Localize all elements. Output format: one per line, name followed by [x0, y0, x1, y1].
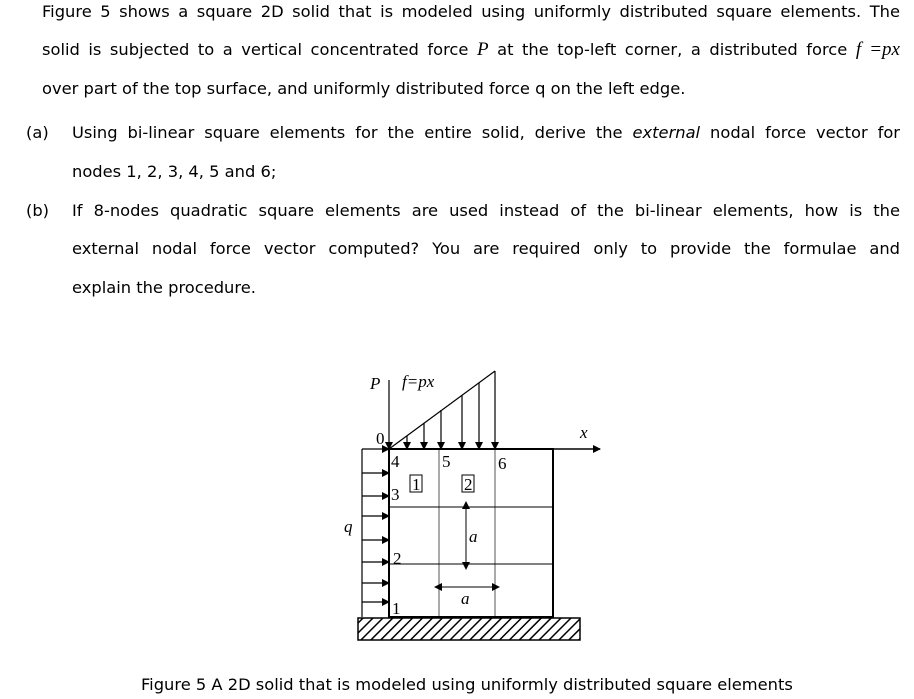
distributed-load-q	[362, 449, 389, 617]
part-b-line-3: explain the procedure.	[72, 278, 256, 297]
label-p: P	[370, 374, 381, 393]
node-2: 2	[393, 549, 402, 568]
node-1: 1	[392, 599, 401, 618]
part-b-label: (b)	[26, 201, 50, 220]
label-x: x	[580, 423, 588, 442]
text: nodal force vector for	[700, 123, 901, 142]
label-f: f=px	[402, 372, 435, 391]
label-origin: 0	[376, 429, 385, 448]
intro-line-3: over part of the top surface, and uniformly distributed force q on the left edge.	[42, 79, 686, 98]
node-6: 6	[498, 454, 507, 473]
node-5: 5	[442, 452, 451, 471]
label-q: q	[344, 517, 353, 536]
part-a-line-2: nodes 1, 2, 3, 4, 5 and 6;	[72, 162, 277, 181]
part-b-line-1: If 8-nodes quadratic square elements are used instead of the bi-linear elements, how is the	[72, 201, 900, 220]
text: at the top-left corner, a distributed force	[488, 40, 856, 59]
text: solid is subjected to a vertical concentrated force	[42, 40, 477, 59]
figure-caption: Figure 5 A 2D solid that is modeled using uniformly distributed square elements	[141, 675, 793, 694]
text: Using bi-linear square elements for the entire solid, derive the	[72, 123, 633, 142]
node-4: 4	[391, 452, 400, 471]
fixed-ground-hatch	[358, 618, 580, 640]
element-1: 1	[412, 475, 421, 494]
force-p: P	[476, 39, 489, 60]
part-a-label: (a)	[26, 123, 49, 142]
label-a-horizontal: a	[461, 589, 470, 608]
element-2: 2	[464, 475, 473, 494]
intro-line-1: Figure 5 shows a square 2D solid that is modeled using uniformly distributed square elements. The	[42, 2, 900, 21]
emphasis: external	[632, 123, 701, 142]
node-3: 3	[391, 485, 400, 504]
label-a-vertical: a	[469, 527, 478, 546]
part-b-line-2: external nodal force vector computed? You are required only to provide the formulae and	[72, 239, 900, 258]
force-f: f =px	[855, 39, 900, 60]
